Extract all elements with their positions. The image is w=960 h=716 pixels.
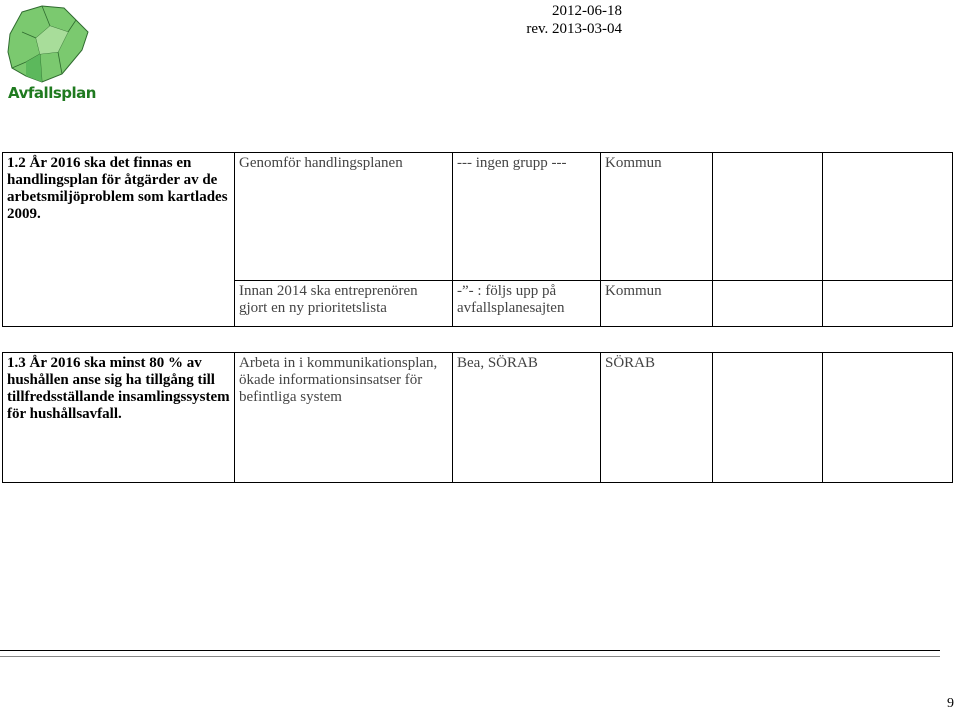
action-cell: Innan 2014 ska entreprenören gjort en ny prioritetslista [235, 281, 453, 327]
responsible-cell: SÖRAB [601, 353, 713, 483]
logo-text: Avfallsplan [8, 84, 96, 102]
empty-cell [713, 153, 823, 281]
group-cell: Bea, SÖRAB [453, 353, 601, 483]
document-date: 2012-06-18 [552, 3, 622, 19]
action-table-1-2 [2, 152, 953, 327]
empty-cell [823, 281, 953, 327]
footer-divider [0, 656, 940, 657]
empty-cell [713, 281, 823, 327]
empty-cell [823, 353, 953, 483]
goal-cell: 1.2 År 2016 ska det finnas en handlingsplan för åtgärder av de arbetsmiljöproblem som kartlades 2009. [3, 153, 235, 327]
revision-date: rev. 2013-03-04 [526, 21, 622, 37]
table-row [3, 153, 953, 281]
action-cell: Genomför handlingsplanen [235, 153, 453, 281]
table-row [3, 353, 953, 483]
goal-cell: 1.3 År 2016 ska minst 80 % av hushållen anse sig ha tillgång till tillfredsställande insamlingssystem för hushållsavfall. [3, 353, 235, 483]
page-number: 9 [947, 696, 954, 711]
footer-divider [0, 650, 940, 651]
action-cell: Arbeta in i kommunikationsplan, ökade informationsinsatser för befintliga system [235, 353, 453, 483]
document-dates [526, 2, 622, 38]
region-map-icon [2, 2, 98, 86]
empty-cell [713, 353, 823, 483]
avfallsplan-logo [2, 2, 98, 102]
empty-cell [823, 153, 953, 281]
group-cell: --- ingen grupp --- [453, 153, 601, 281]
group-cell: -”- : följs upp på avfallsplanesajten [453, 281, 601, 327]
responsible-cell: Kommun [601, 153, 713, 281]
responsible-cell: Kommun [601, 281, 713, 327]
action-table-1-3 [2, 352, 953, 483]
